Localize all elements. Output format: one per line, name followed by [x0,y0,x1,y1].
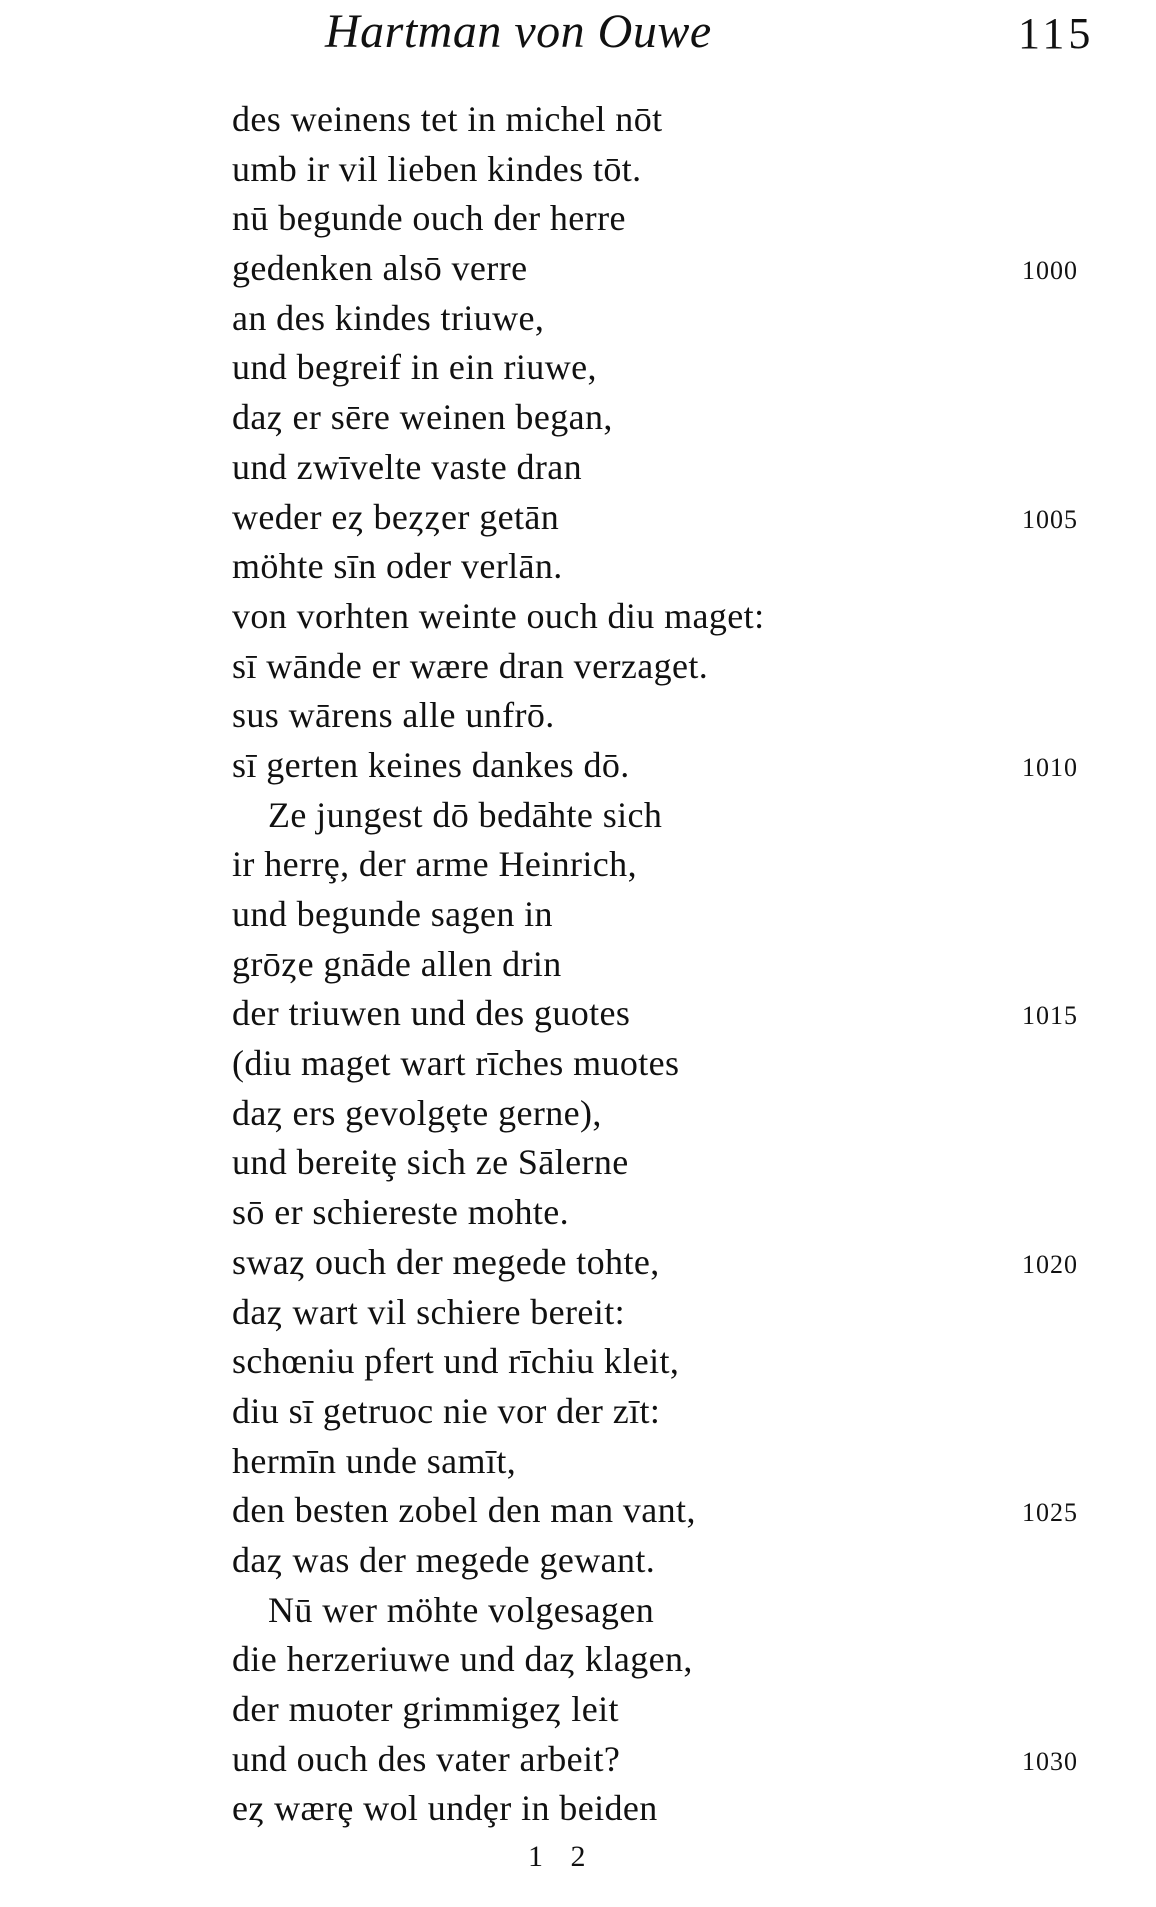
verse-line-text: und zwīvelte vaste dran [232,446,583,487]
verse-line [0,1238,1156,1288]
verse-line [0,1635,1156,1685]
verse-line [0,95,1156,145]
verse-line-text: Nū wer möhte volgesagen [268,1589,655,1630]
signature-mark: 1 2 [528,1840,596,1873]
verse-line [0,1437,1156,1487]
verse-line [0,1536,1156,1586]
verse-line [0,542,1156,592]
verse-line-text: sus wārens alle unfrō. [232,695,555,736]
verse-line-text: der muoter grimmigeȥ leit [232,1689,619,1729]
verse-line [0,1586,1156,1636]
verse-line-text: ir herrȩ, der arme Heinrich, [232,844,637,885]
verse-line-text: und bereitȩ sich ze Sālerne [232,1142,629,1183]
verse-line [0,493,1156,543]
verse-line-text: möhte sīn oder verlān. [232,546,563,587]
verse-line-text: swaȥ ouch der megede tohte, [232,1241,660,1282]
verse-line [0,890,1156,940]
verse-line [0,1735,1156,1785]
verse-line [0,1685,1156,1735]
verse-line [0,1337,1156,1387]
verse-line-text: daȥ was der megede gewant. [232,1539,656,1580]
verse-line [0,940,1156,990]
page-number: 115 [1018,9,1095,58]
line-number: 1010 [1022,752,1078,782]
verse-line-text: umb ir vil lieben kindes tōt. [232,148,642,189]
verse-line-text: nū begunde ouch der herre [232,198,626,239]
verse-line [0,194,1156,244]
line-number: 1000 [1022,256,1078,286]
verse-line [0,791,1156,841]
verse-line-text: diu sī getruoc nie vor der zīt: [232,1390,661,1431]
verse-line-text: den besten zobel den man vant, [232,1490,696,1531]
verse-line-text: und ouch des vater arbeit? [232,1738,621,1779]
line-number: 1005 [1022,504,1078,534]
verse-line-text: und begreif in ein riuwe, [232,347,597,388]
verse-line-text: Ze jungest dō bedāhte sich [268,794,663,835]
verse-line-text: sō er schiereste mohte. [232,1192,570,1233]
verse-line-text: des weinens tet in michel nōt [232,99,663,139]
verse-line [0,691,1156,741]
verse-line [0,840,1156,890]
verse-line [0,343,1156,393]
verse-line [0,592,1156,642]
verse-line [0,642,1156,692]
verse-line [0,741,1156,791]
verse-line-text: sī wānde er wære dran verzaget. [232,645,709,686]
verse-text [0,95,1156,1834]
verse-line [0,1387,1156,1437]
verse-line [0,393,1156,443]
verse-line-text: gedenken alsō verre [232,248,528,289]
verse-line-text: hermīn unde samīt, [232,1440,517,1481]
verse-line-text: an des kindes triuwe, [232,297,545,338]
verse-line-text: schœniu pfert und rīchiu kleit, [232,1341,680,1382]
line-number: 1025 [1022,1498,1078,1528]
verse-line [0,1486,1156,1536]
verse-line [0,1089,1156,1139]
verse-line-text: daȥ ers gevolgȩte gerne), [232,1092,602,1133]
verse-line-text: (diu maget wart rīches muotes [232,1043,680,1084]
verse-line-text: grōȥe gnāde allen drin [232,943,562,984]
line-number: 1020 [1022,1249,1078,1279]
verse-line-text: daȥ wart vil schiere bereit: [232,1291,626,1332]
verse-line-text: daȥ er sēre weinen began, [232,397,613,438]
verse-line [0,443,1156,493]
verse-line [0,989,1156,1039]
verse-line [0,244,1156,294]
verse-line-text: die herzeriuwe und daȥ klagen, [232,1639,693,1680]
running-head [0,0,1156,70]
verse-line-text: der triuwen und des guotes [232,993,631,1034]
verse-line-text: und begunde sagen in [232,894,553,934]
verse-line-text: von vorhten weinte ouch diu maget: [232,595,765,636]
verse-line [0,1138,1156,1188]
verse-line [0,145,1156,195]
verse-line-text: sī gerten keines dankes dō. [232,744,630,785]
line-number: 1015 [1022,1001,1078,1031]
verse-line-text: eȥ wærȩ wol undȩr in beiden [232,1788,658,1829]
line-number: 1030 [1022,1746,1078,1776]
verse-line [0,1288,1156,1338]
verse-line [0,1188,1156,1238]
verse-line [0,1784,1156,1834]
verse-line [0,1039,1156,1089]
verse-line [0,294,1156,344]
verse-line-text: weder eȥ beȥȥer getān [232,496,560,537]
running-title: Hartman von Ouwe [325,5,712,58]
